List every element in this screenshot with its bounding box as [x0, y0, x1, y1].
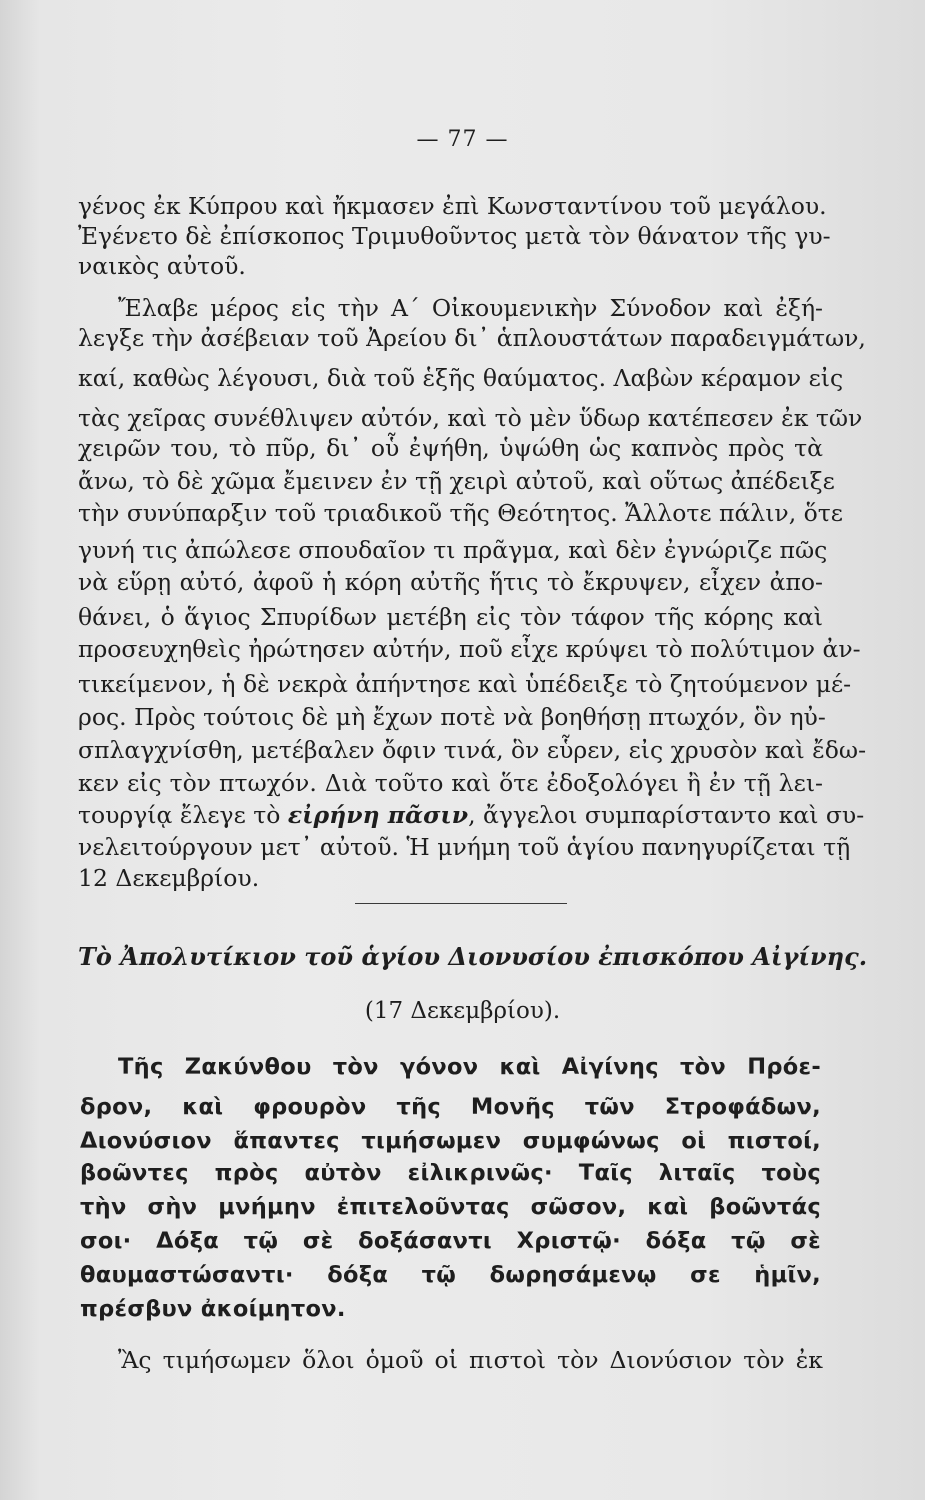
- hymn-line: τὴν σὴν μνήμην ἐπιτελοῦντας σῶσον, καὶ βοῶντάς: [80, 1194, 821, 1220]
- body-line: νὰ εὕρῃ αὐτό, ἀφοῦ ἡ κόρη αὐτῆς ἥτις τὸ ἔκρυψεν, εἶχεν ἀπο-: [78, 568, 823, 596]
- section-date: (17 Δεκεμβρίου).: [364, 998, 561, 1024]
- body-line: ναικὸς αὐτοῦ.: [78, 252, 246, 280]
- emphasized-phrase: εἰρήνη πᾶσιν: [287, 801, 469, 829]
- body-line: γένος ἐκ Κύπρου καὶ ἤκμασεν ἐπὶ Κωνσταντίνου τοῦ μεγάλου.: [78, 192, 827, 220]
- hymn-line: σοι· Δόξα τῷ σὲ δοξάσαντι Χριστῷ· δόξα τῷ σὲ: [80, 1228, 821, 1254]
- hymn-line: Τῆς Ζακύνθου τὸν γόνον καὶ Αἰγίνης τὸν Πρόε-: [118, 1054, 821, 1080]
- body-line: τικείμενον, ἡ δὲ νεκρὰ ἀπήντησε καὶ ὑπέδειξε τὸ ζητούμενον μέ-: [78, 670, 852, 698]
- body-line: θάνει, ὁ ἅγιος Σπυρίδων μετέβη εἰς τὸν τάφον τῆς κόρης καὶ: [78, 603, 823, 631]
- body-line: Ἔλαβε μέρος εἰς τὴν Α΄ Οἰκουμενικὴν Σύνοδον καὶ ἐξή-: [118, 294, 823, 322]
- hymn-line: θαυμαστώσαντι· δόξα τῷ δωρησάμενῳ σε ἡμῖν,: [80, 1262, 821, 1288]
- body-line: προσευχηθεὶς ἠρώτησεν αὐτήν, ποῦ εἶχε κρύψει τὸ πολύτιμον ἀν-: [78, 635, 861, 663]
- page-number: — 77 —: [416, 127, 509, 152]
- body-line: ρος. Πρὸς τούτοις δὲ μὴ ἔχων ποτὲ νὰ βοηθήσῃ πτωχόν, ὃν ηὐ-: [78, 703, 826, 731]
- body-line: λεγξε τὴν ἀσέβειαν τοῦ Ἀρείου δι᾿ ἁπλουστάτων παραδειγμάτων,: [78, 324, 866, 352]
- closing-line: Ἂς τιμήσωμεν ὅλοι ὁμοῦ οἱ πιστοὶ τὸν Διονύσιον τὸν ἐκ: [118, 1346, 823, 1374]
- body-line: σπλαγχνίσθη, μετέβαλεν ὄφιν τινά, ὃν εὗρεν, εἰς χρυσὸν καὶ ἔδω-: [78, 736, 867, 764]
- body-line: 12 Δεκεμβρίου.: [78, 864, 260, 892]
- body-line: τὰς χεῖρας συνέθλιψεν αὐτόν, καὶ τὸ μὲν ὕδωρ κατέπεσεν ἐκ τῶν: [78, 404, 863, 432]
- body-line: τὴν συνύπαρξιν τοῦ τριαδικοῦ τῆς Θεότητος. Ἄλλοτε πάλιν, ὅτε: [78, 499, 843, 527]
- section-heading: Τὸ Ἀπολυτίκιον τοῦ ἁγίου Διονυσίου ἐπισκόπου Αἰγίνης.: [78, 942, 868, 971]
- hymn-line: πρέσβυν ἀκοίμητον.: [80, 1296, 346, 1322]
- body-line: τουργίᾳ ἔλεγε τὸ εἰρήνη πᾶσιν, ἄγγελοι συμπαρίσταντο καὶ συ-: [78, 801, 865, 829]
- hymn-line: δρον, καὶ φρουρὸν τῆς Μονῆς τῶν Στροφάδων,: [80, 1094, 821, 1120]
- body-line: ἄνω, τὸ δὲ χῶμα ἔμεινεν ἐν τῇ χειρὶ αὐτοῦ, καὶ οὕτως ἀπέδειξε: [78, 467, 835, 495]
- body-line: γυνή τις ἀπώλεσε σπουδαῖον τι πρᾶγμα, καὶ δὲν ἐγνώριζε πῶς: [78, 536, 828, 564]
- body-line: χειρῶν του, τὸ πῦρ, δι᾿ οὗ ἐψήθη, ὑψώθη ὡς καπνὸς πρὸς τὰ: [78, 434, 823, 462]
- body-line: κεν εἰς τὸν πτωχόν. Διὰ τοῦτο καὶ ὅτε ἐδοξολόγει ἢ ἐν τῇ λει-: [78, 769, 823, 797]
- hymn-line: βοῶντες πρὸς αὐτὸν εἰλικρινῶς· Ταῖς λιταῖς τοὺς: [80, 1160, 821, 1186]
- body-line: Ἐγένετο δὲ ἐπίσκοπος Τριμυθοῦντος μετὰ τὸν θάνατον τῆς γυ-: [78, 222, 831, 250]
- hymn-line: Διονύσιον ἅπαντες τιμήσωμεν συμφώνως οἱ πιστοί,: [80, 1128, 821, 1154]
- body-line: καί, καθὼς λέγουσι, διὰ τοῦ ἑξῆς θαύματος. Λαβὼν κέραμον εἰς: [78, 364, 844, 392]
- body-line: νελειτούργουν μετ᾿ αὐτοῦ. Ἡ μνήμη τοῦ ἁγίου πανηγυρίζεται τῇ: [78, 833, 851, 861]
- section-divider: [355, 903, 567, 904]
